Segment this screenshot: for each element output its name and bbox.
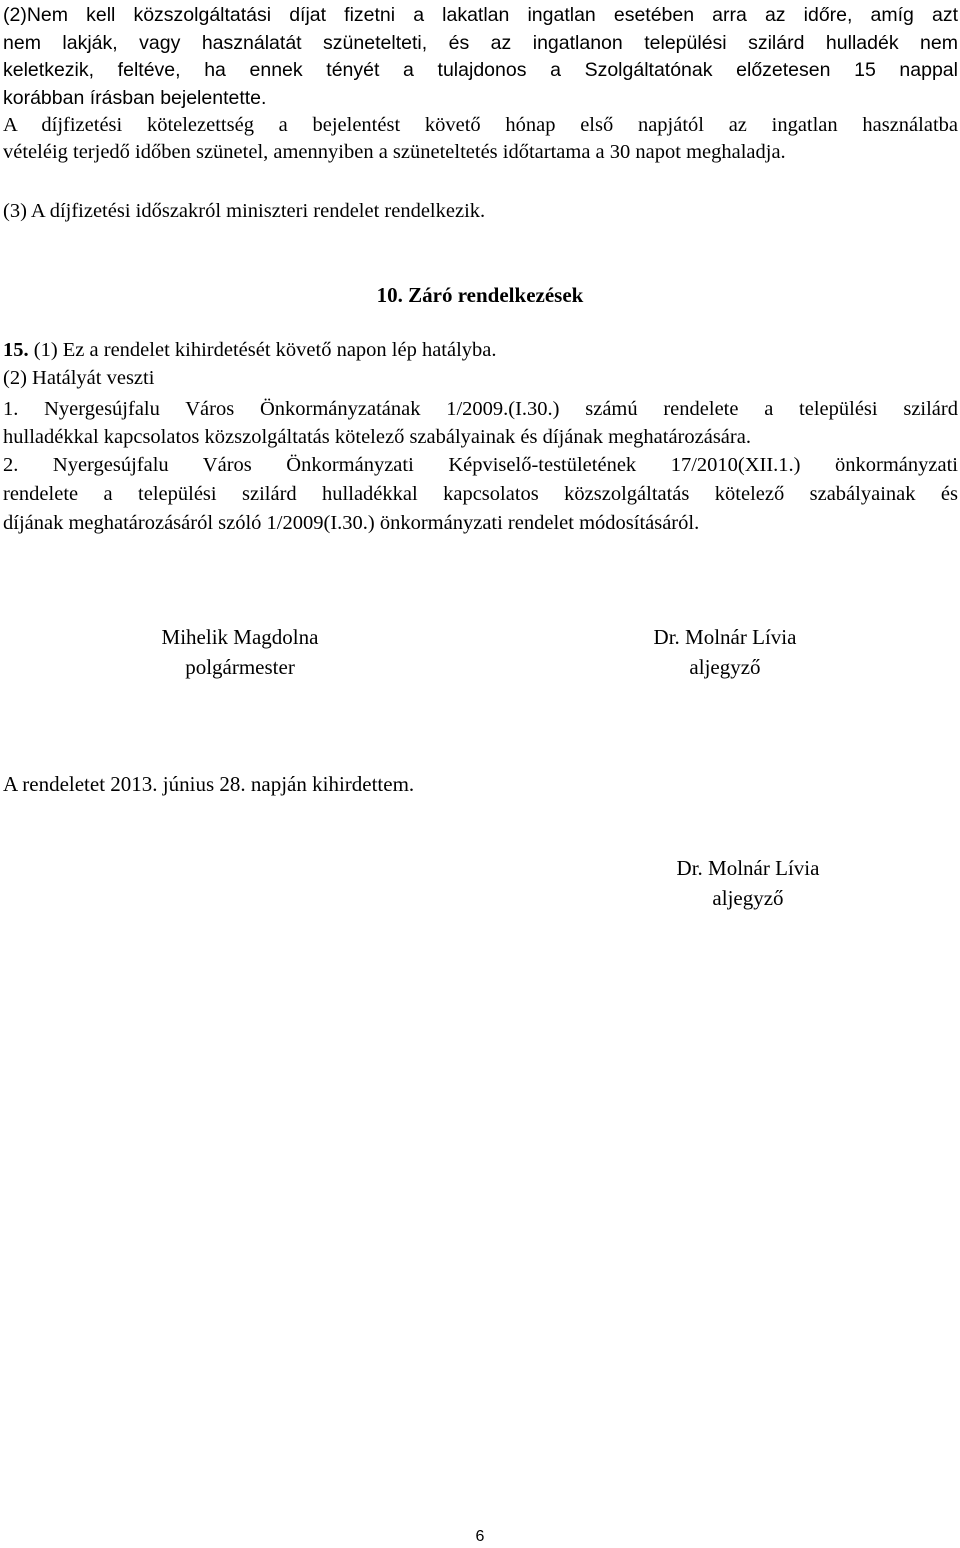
section-15-item-1 — [3, 338, 497, 362]
paragraph-2-line: keletkezik, feltéve, ha ennek tényét a tulajdonos a Szolgáltatónak előzetesen 15 nappal — [3, 59, 958, 81]
paragraph-2-line: (2)Nem kell közszolgáltatási díjat fizetni a lakatlan ingatlan esetében arra az időre, amíg azt — [3, 4, 958, 26]
paragraph-2-serif-line: vételéig terjedő időben szünetel, amennyiben a szüneteltetés időtartama a 30 napot meghaladja. — [3, 141, 786, 163]
section-15-number: 15. — [3, 339, 29, 361]
repealed-item-1-line: hulladékkal kapcsolatos közszolgáltatás kötelező szabályainak és díjának meghatározására. — [3, 426, 751, 448]
section-15-item-1-text: (1) Ez a rendelet kihirdetését követő napon lép hatályba. — [33, 339, 497, 361]
mayor-title: polgármester — [185, 655, 295, 679]
paragraph-2-line: korábban írásban bejelentette. — [3, 87, 267, 109]
mayor-signature — [140, 622, 340, 682]
paragraph-2-serif-line: A díjfizetési kötelezettség a bejelentést követő hónap első napjától az ingatlan használatba — [3, 114, 958, 136]
repealed-item-1-line: 1. Nyergesújfalu Város Önkormányzatának 1/2009.(I.30.) számú rendelete a települési szilárd — [3, 398, 958, 420]
final-signature-name: Dr. Molnár Lívia — [676, 856, 820, 880]
repealed-item-2-line: díjának meghatározásáról szóló 1/2009(I.30.) önkormányzati rendelet módosításáról. — [3, 512, 700, 534]
final-signature — [648, 853, 848, 913]
section-15-item-2: (2) Hatályát veszti — [3, 367, 155, 389]
promulgation-statement: A rendeletet 2013. június 28. napján kihirdettem. — [3, 772, 415, 796]
paragraph-3: (3) A díjfizetési időszakról miniszteri rendelet rendelkezik. — [3, 200, 486, 222]
notary-title: aljegyző — [689, 655, 761, 679]
notary-name: Dr. Molnár Lívia — [653, 625, 797, 649]
mayor-name: Mihelik Magdolna — [161, 625, 319, 649]
page-number: 6 — [475, 1528, 485, 1545]
section-heading: 10. Záró rendelkezések — [376, 283, 584, 307]
paragraph-2-line: nem lakják, vagy használatát szünetelteti, és az ingatlanon települési szilárd hulladék nem — [3, 32, 958, 54]
notary-signature — [625, 622, 825, 682]
final-signature-title: aljegyző — [712, 886, 784, 910]
repealed-item-2-line: rendelete a települési szilárd hulladékkal kapcsolatos közszolgáltatás kötelező szabályainak és — [3, 483, 958, 505]
repealed-item-2-line: 2. Nyergesújfalu Város Önkormányzati Képviselő-testületének 17/2010(XII.1.) önkormányzati — [3, 454, 958, 476]
